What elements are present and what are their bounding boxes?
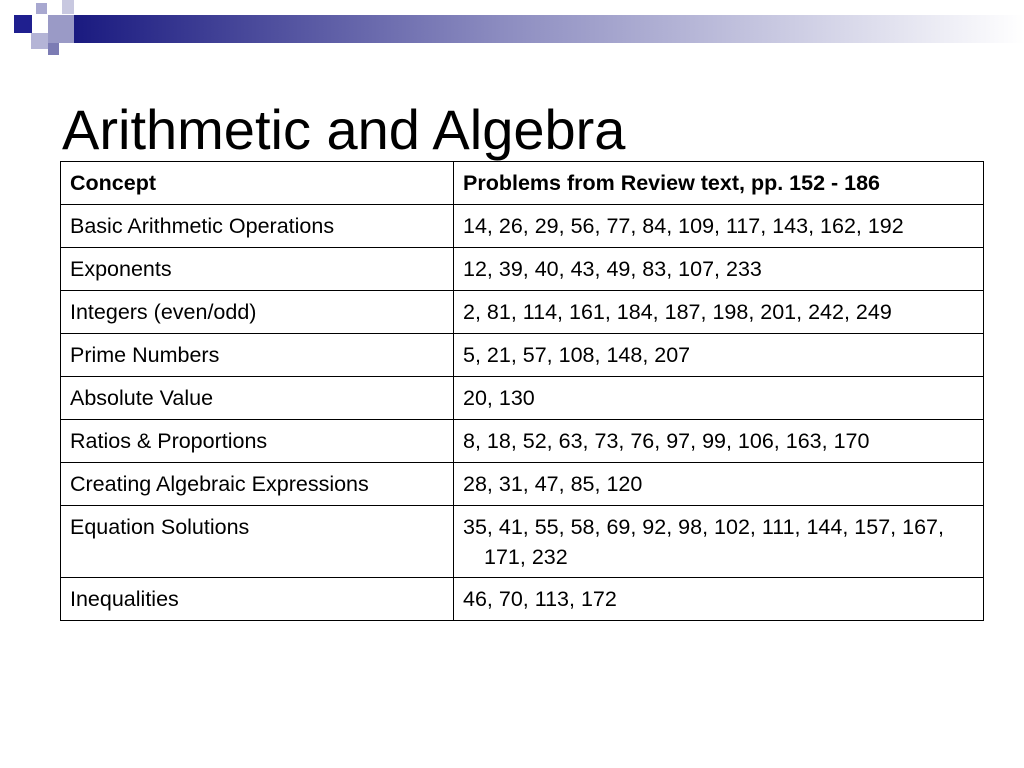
concept-cell: Integers (even/odd) xyxy=(61,291,454,334)
problems-cell: 28, 31, 47, 85, 120 xyxy=(454,463,984,506)
table-row xyxy=(61,334,984,377)
table-row xyxy=(61,205,984,248)
table-row xyxy=(61,463,984,506)
deco-square-light xyxy=(31,33,48,49)
problems-cell: 5, 21, 57, 108, 148, 207 xyxy=(454,334,984,377)
concept-cell: Equation Solutions xyxy=(61,506,454,578)
deco-square-light xyxy=(48,15,74,43)
concept-cell: Basic Arithmetic Operations xyxy=(61,205,454,248)
header-concept: Concept xyxy=(61,162,454,205)
concept-cell: Prime Numbers xyxy=(61,334,454,377)
deco-square-light xyxy=(62,0,74,14)
concept-cell: Ratios & Proportions xyxy=(61,420,454,463)
page-title: Arithmetic and Algebra xyxy=(62,98,626,161)
table-header-row xyxy=(61,162,984,205)
concept-cell: Absolute Value xyxy=(61,377,454,420)
problems-cell: 14, 26, 29, 56, 77, 84, 109, 117, 143, 162, 192 xyxy=(454,205,984,248)
table-row xyxy=(61,420,984,463)
problems-cell: 12, 39, 40, 43, 49, 83, 107, 233 xyxy=(454,248,984,291)
concept-cell: Exponents xyxy=(61,248,454,291)
concept-cell: Inequalities xyxy=(61,578,454,621)
problems-cell: 35, 41, 55, 58, 69, 92, 98, 102, 111, 144, 157, 167, 171, 232 xyxy=(454,506,984,578)
table-row xyxy=(61,291,984,334)
header-problems: Problems from Review text, pp. 152 - 186 xyxy=(454,162,984,205)
table-row xyxy=(61,248,984,291)
table-row xyxy=(61,506,984,578)
gradient-bar xyxy=(74,15,1024,43)
slide-header-decoration xyxy=(0,0,1024,62)
concept-cell: Creating Algebraic Expressions xyxy=(61,463,454,506)
table-row xyxy=(61,578,984,621)
problems-cell: 2, 81, 114, 161, 184, 187, 198, 201, 242, 249 xyxy=(454,291,984,334)
problems-cell: 8, 18, 52, 63, 73, 76, 97, 99, 106, 163, 170 xyxy=(454,420,984,463)
deco-square-light xyxy=(48,43,59,55)
deco-square-light xyxy=(36,3,47,14)
problems-cell: 46, 70, 113, 172 xyxy=(454,578,984,621)
table-row xyxy=(61,377,984,420)
problems-cell: 20, 130 xyxy=(454,377,984,420)
deco-square-dark xyxy=(14,15,32,33)
concept-problems-table xyxy=(60,161,984,621)
